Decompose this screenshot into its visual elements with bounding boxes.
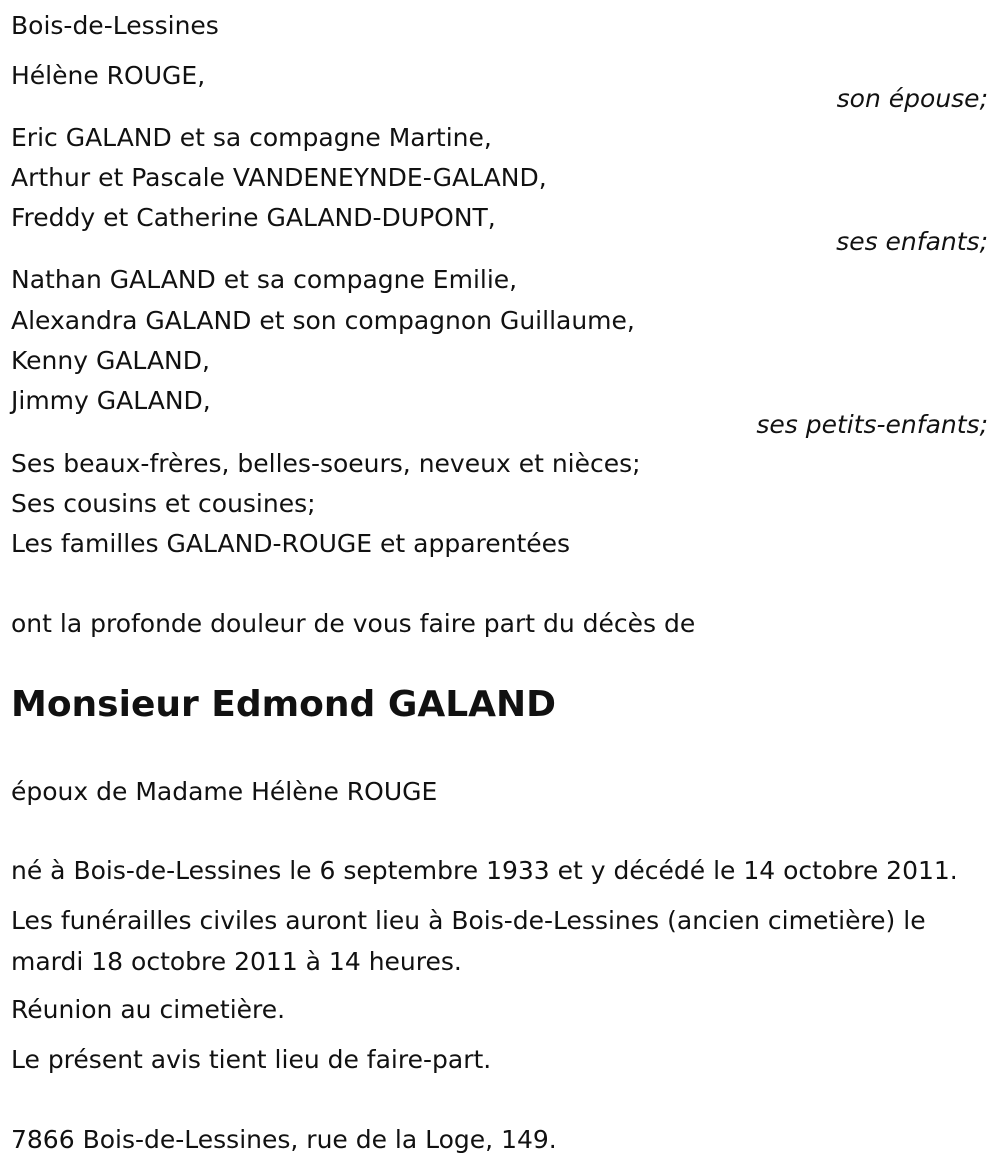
children-relation: ses enfants; [836,227,988,256]
address-text: 7866 Bois-de-Lessines, rue de la Loge, 149. [11,1125,557,1154]
family-line: Ses cousins et cousines; [11,489,316,518]
child-name: Eric GALAND et sa compagne Martine, [11,123,492,152]
notice-text: Le présent avis tient lieu de faire-part. [11,1045,492,1074]
family-line: Ses beaux-frères, belles-soeurs, neveux et nièces; [11,449,641,478]
funeral-text: Les funérailles civiles auront lieu à Bois-de-Lessines (ancien cimetière) le [11,906,926,935]
child-name: Freddy et Catherine GALAND-DUPONT, [11,203,496,232]
announcement-text: ont la profonde douleur de vous faire part du décès de [11,609,696,638]
grandchild-name: Nathan GALAND et sa compagne Emilie, [11,265,518,294]
family-line: Les familles GALAND-ROUGE et apparentées [11,529,571,558]
grandchild-name: Kenny GALAND, [11,346,210,375]
funeral-text: mardi 18 octobre 2011 à 14 heures. [11,947,462,976]
child-name: Arthur et Pascale VANDENEYNDE-GALAND, [11,163,547,192]
deceased-name: Monsieur Edmond GALAND [11,684,557,725]
birth-death-text: né à Bois-de-Lessines le 6 septembre 1933 et y décédé le 14 octobre 2011. [11,856,958,885]
meeting-text: Réunion au cimetière. [11,995,286,1024]
spouse-relation: son épouse; [836,84,988,113]
grandchild-name: Alexandra GALAND et son compagnon Guillaume, [11,306,635,335]
grandchild-name: Jimmy GALAND, [11,386,211,415]
spouse-name: Hélène ROUGE, [11,61,206,90]
deceased-spouse: époux de Madame Hélène ROUGE [11,777,438,806]
place-header: Bois-de-Lessines [11,11,219,40]
grandchildren-relation: ses petits-enfants; [756,410,988,439]
